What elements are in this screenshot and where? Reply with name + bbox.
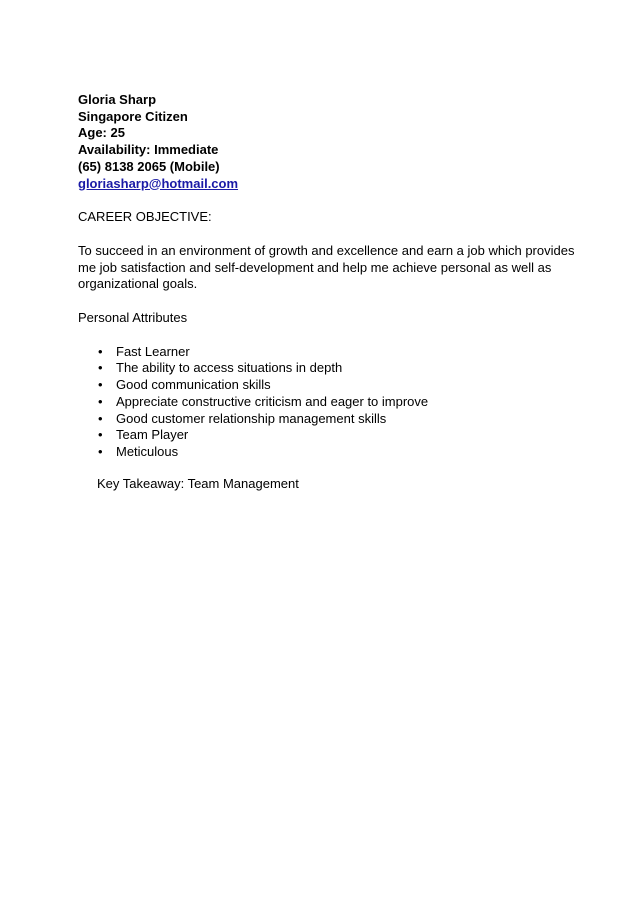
list-item — [78, 360, 578, 377]
list-item-label: Good communication skills — [116, 377, 271, 393]
contact-phone: (65) 8138 2065 (Mobile) — [78, 158, 220, 174]
objective-text: To succeed in an environment of growth and excellence and earn a job which provides me job satisfaction and self-development and help me achieve personal as well as organizational goals. — [78, 242, 575, 292]
attributes-heading: Personal Attributes — [78, 310, 188, 326]
key-takeaway: Key Takeaway: Team Management — [97, 475, 299, 491]
contact-block — [78, 92, 578, 192]
list-item — [78, 394, 578, 411]
bullet-icon: • — [98, 393, 103, 409]
objective-heading: CAREER OBJECTIVE: — [78, 209, 212, 225]
contact-citizenship: Singapore Citizen — [78, 108, 188, 124]
list-item-label: Meticulous — [116, 443, 179, 459]
list-item — [78, 344, 578, 361]
contact-age: Age: 25 — [78, 125, 125, 141]
list-item-label: Fast Learner — [116, 343, 190, 359]
bullet-icon: • — [98, 410, 103, 426]
list-item — [78, 427, 578, 444]
list-item-label: Appreciate constructive criticism and eager to improve — [116, 393, 429, 409]
bullet-icon: • — [98, 443, 103, 459]
bullet-icon: • — [98, 360, 103, 376]
contact-email-link[interactable]: gloriasharp@hotmail.com — [78, 175, 239, 191]
bullet-icon: • — [98, 427, 103, 443]
bullet-icon: • — [98, 343, 103, 359]
list-item — [78, 411, 578, 428]
contact-availability: Availability: Immediate — [78, 142, 219, 158]
resume-content — [78, 92, 578, 492]
bullet-icon: • — [98, 377, 103, 393]
list-item-label: Team Player — [116, 427, 189, 443]
contact-name: Gloria Sharp — [78, 92, 157, 107]
list-item-label: The ability to access situations in depth — [116, 360, 343, 376]
list-item — [78, 377, 578, 394]
attributes-list — [78, 344, 578, 461]
list-item-label: Good customer relationship management skills — [116, 410, 387, 426]
list-item — [78, 444, 578, 461]
